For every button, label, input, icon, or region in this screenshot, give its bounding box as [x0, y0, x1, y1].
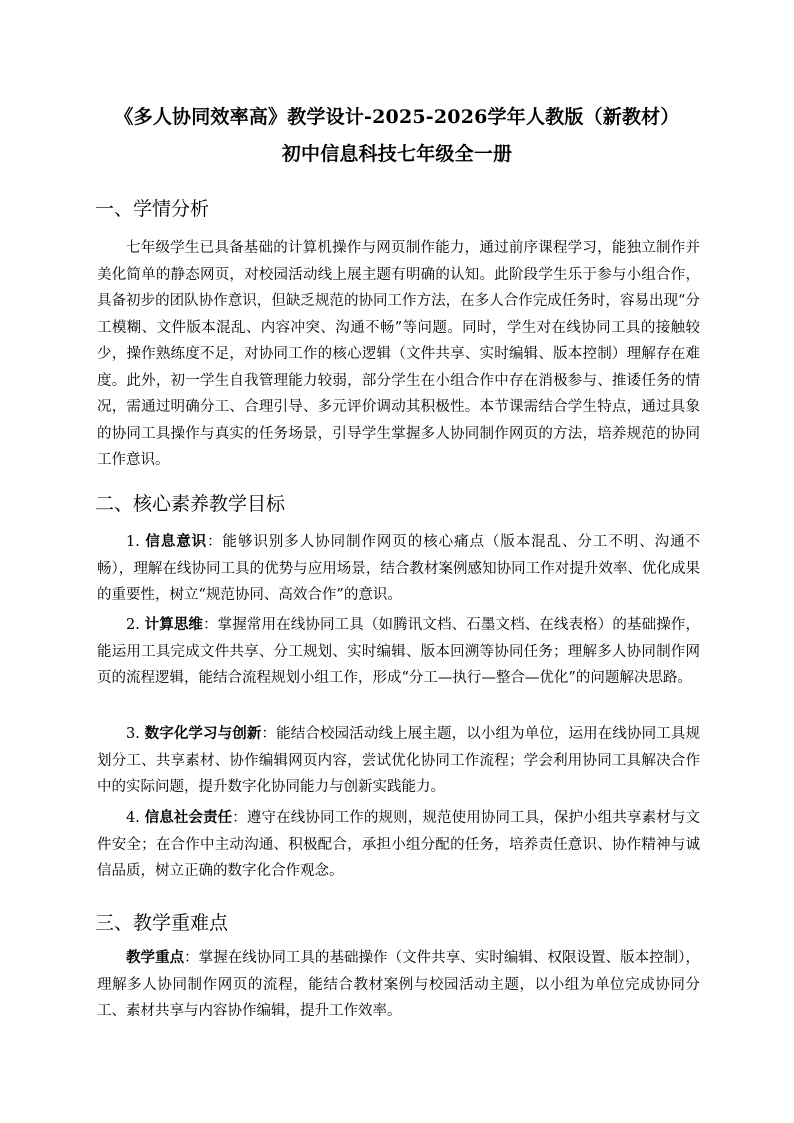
goal-item-text: ：能结合校园活动线上展主题，以小组为单位，运用在线协同工具规划分工、共享素材、协作编辑网页内容，尝试优化协同工作流程；学会利用协同工具解决合作中的实际问题，提升数字化协同能力与创新实践能力。 — [97, 726, 701, 795]
goal-item-text: ：遵守在线协同工作的规则，规范使用协同工具，保护小组共享素材与文件安全；在合作中主动沟通、积极配合，承担小组分配的任务，培养责任意识、协作精神与诚信品质，树立正确的数字化合作观念。 — [97, 810, 701, 879]
document-title-line-2: 初中信息科技七年级全一册 — [281, 143, 513, 165]
section-heading-goals: 二、核心素养教学目标 — [95, 493, 286, 515]
goal-item-number: 1. — [126, 534, 140, 550]
goal-item-number: 3. — [126, 726, 140, 742]
goal-item-title: 信息社会责任 — [144, 809, 233, 826]
goal-item-text: ：能够识别多人协同制作网页的核心痛点（版本混乱、分工不明、沟通不畅），理解在线协同工具的优势与应用场景，结合教材案例感知协同工作对提升效率、优化成果的重要性，树立“规范协同、高效合作”的意识。 — [97, 534, 701, 603]
focus-text: ：掌握在线协同工具的基础操作（文件共享、实时编辑、权限设置、版本控制），理解多人协同制作网页的流程，能结合教材案例与校园活动主题，以小组为单位完成协同分工、素材共享与内容协作编辑，提升工作效率。 — [97, 950, 701, 1019]
goal-item-text: ：掌握常用在线协同工具（如腾讯文档、石墨文档、在线表格）的基础操作，能运用工具完成文件共享、分工规划、实时编辑、版本回溯等协同任务；理解多人协同制作网页的流程逻辑，能结合流程规划小组工作，形成“分工—执行—整合—优化”的问题解决思路。 — [97, 617, 701, 686]
goal-item — [97, 529, 700, 609]
goal-item — [97, 805, 700, 885]
goal-item — [97, 612, 700, 692]
section-heading-keypoints: 三、教学重难点 — [95, 912, 229, 934]
goal-item-number: 2. — [126, 617, 140, 633]
keypoints-focus-paragraph — [97, 945, 700, 1025]
goal-item-number: 4. — [126, 810, 140, 826]
goal-item — [97, 721, 700, 801]
focus-title: 教学重点 — [126, 949, 185, 966]
analysis-paragraph: 七年级学生已具备基础的计算机操作与网页制作能力，通过前序课程学习，能独立制作并美化简单的静态网页，对校园活动线上展主题有明确的认知。此阶段学生乐于参与小组合作，具备初步的团队协作意识，但缺乏规范的协同工作方法，在多人合作完成任务时，容易出现“分工模糊、文件版本混乱、内容冲突、沟通不畅”等问题。同时，学生对在线协同工具的接触较少，操作熟练度不足，对协同工作的核心逻辑（文件共享、实时编辑、版本控制）理解存在难度。此外，初一学生自我管理能力较弱，部分学生在小组合作中存在消极参与、推诿任务的情况，需通过明确分工、合理引导、多元评价调动其积极性。本节课需结合学生特点，通过具象的协同工具操作与真实的任务场景，引导学生掌握多人协同制作网页的方法，培养规范的协同工作意识。 — [97, 240, 700, 468]
document-title-line-1: 《多人协同效率高》教学设计-2025-2026学年人教版（新教材） — [114, 106, 680, 128]
goal-item-title: 信息意识 — [145, 533, 208, 550]
goal-item-title: 数字化学习与创新 — [144, 725, 262, 742]
goal-item-title: 计算思维 — [144, 616, 204, 633]
section-heading-analysis: 一、学情分析 — [95, 198, 210, 220]
